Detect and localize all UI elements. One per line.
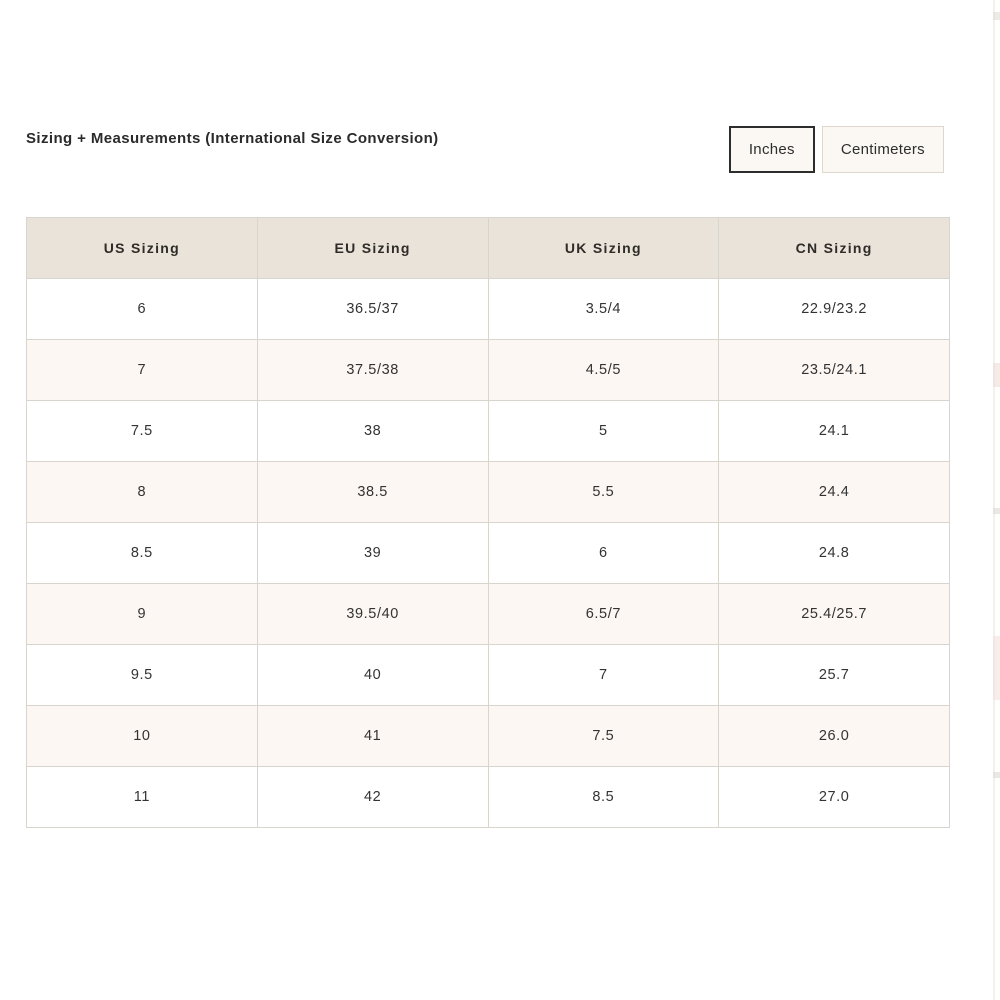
section-title: Sizing + Measurements (International Size Conversion)	[26, 130, 439, 147]
table-row	[27, 584, 950, 645]
table-cell: 27.0	[719, 767, 950, 828]
table-cell: 40	[257, 645, 488, 706]
table-cell: 9.5	[27, 645, 258, 706]
column-header-uk: UK Sizing	[488, 218, 719, 279]
table-cell: 36.5/37	[257, 279, 488, 340]
table-cell: 7	[488, 645, 719, 706]
column-header-cn: CN Sizing	[719, 218, 950, 279]
right-edge-fragment	[993, 636, 1000, 700]
centimeters-button[interactable]: Centimeters	[822, 126, 944, 173]
table-cell: 3.5/4	[488, 279, 719, 340]
table-cell: 8.5	[27, 523, 258, 584]
right-edge-fragment	[993, 363, 1000, 387]
column-header-us: US Sizing	[27, 218, 258, 279]
table-row	[27, 706, 950, 767]
table-row	[27, 767, 950, 828]
table-cell: 39	[257, 523, 488, 584]
table-cell: 10	[27, 706, 258, 767]
table-row	[27, 645, 950, 706]
table-cell: 38.5	[257, 462, 488, 523]
right-edge-fragment	[993, 12, 1000, 20]
table-cell: 39.5/40	[257, 584, 488, 645]
inches-button[interactable]: Inches	[729, 126, 815, 173]
table-cell: 37.5/38	[257, 340, 488, 401]
table-cell: 24.1	[719, 401, 950, 462]
table-cell: 6	[27, 279, 258, 340]
table-cell: 25.7	[719, 645, 950, 706]
table-row	[27, 462, 950, 523]
table-cell: 9	[27, 584, 258, 645]
unit-toggle-group	[729, 126, 944, 173]
table-cell: 8.5	[488, 767, 719, 828]
right-edge-fragment	[993, 772, 1000, 778]
table-cell: 22.9/23.2	[719, 279, 950, 340]
table-cell: 11	[27, 767, 258, 828]
table-cell: 7.5	[27, 401, 258, 462]
table-cell: 8	[27, 462, 258, 523]
table-cell: 7.5	[488, 706, 719, 767]
table-cell: 24.8	[719, 523, 950, 584]
table-cell: 38	[257, 401, 488, 462]
table-cell: 24.4	[719, 462, 950, 523]
table-cell: 7	[27, 340, 258, 401]
table-row	[27, 340, 950, 401]
header-row	[27, 218, 950, 279]
table-cell: 5	[488, 401, 719, 462]
table-cell: 4.5/5	[488, 340, 719, 401]
right-edge-fragment	[993, 508, 1000, 514]
table-header	[27, 218, 950, 279]
table-cell: 5.5	[488, 462, 719, 523]
table-body	[27, 279, 950, 828]
column-header-eu: EU Sizing	[257, 218, 488, 279]
table-row	[27, 279, 950, 340]
table-cell: 25.4/25.7	[719, 584, 950, 645]
size-conversion-table	[26, 217, 950, 828]
table-cell: 42	[257, 767, 488, 828]
sizing-section-header	[26, 126, 950, 176]
table-row	[27, 401, 950, 462]
table-cell: 41	[257, 706, 488, 767]
table-row	[27, 523, 950, 584]
table-cell: 23.5/24.1	[719, 340, 950, 401]
right-edge-divider	[993, 0, 995, 1000]
table-cell: 6.5/7	[488, 584, 719, 645]
table-cell: 26.0	[719, 706, 950, 767]
table-cell: 6	[488, 523, 719, 584]
